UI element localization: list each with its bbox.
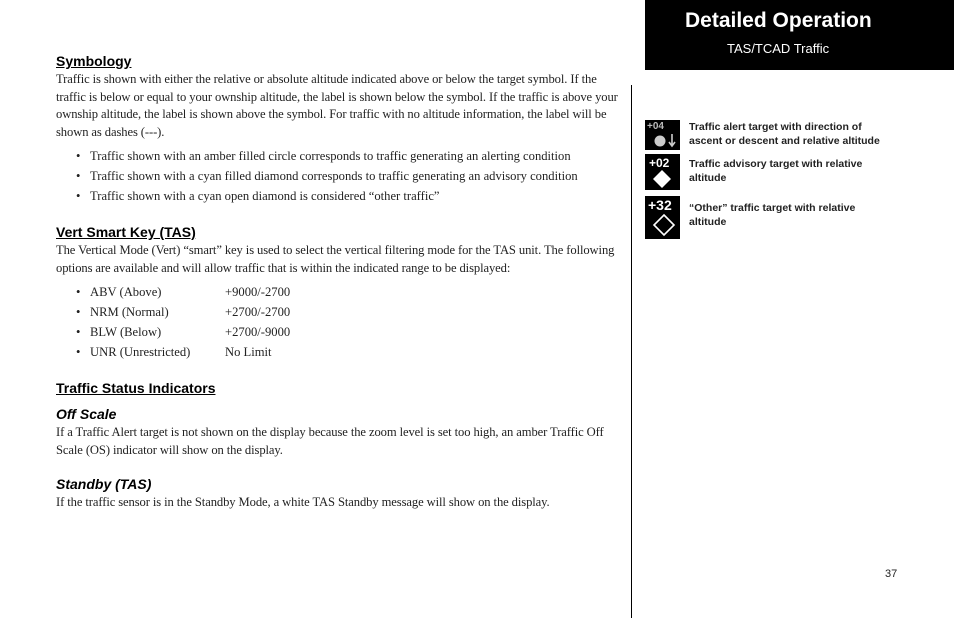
status-heading: Traffic Status Indicators	[56, 380, 216, 396]
list-item	[56, 342, 621, 362]
vert-options-list	[56, 282, 621, 362]
filled-diamond-icon	[645, 154, 680, 190]
page-header	[645, 0, 954, 70]
alert-symbol	[645, 120, 680, 150]
advisory-symbol	[645, 154, 680, 190]
option-range: +2700/-9000	[225, 325, 291, 339]
option-name: UNR (Unrestricted)	[90, 345, 191, 359]
list-item	[56, 322, 621, 342]
standby-heading: Standby (TAS)	[56, 476, 152, 492]
other-caption: “Other” traffic target with relative altitude	[689, 202, 856, 228]
option-range: No Limit	[225, 345, 272, 359]
standby-body: If the traffic sensor is in the Standby Mode, a white TAS Standby message will show on the display.	[56, 495, 550, 509]
option-name: ABV (Above)	[90, 285, 162, 299]
amber-circle-icon	[645, 120, 680, 150]
open-diamond-icon	[645, 196, 680, 239]
chapter-title: Detailed Operation	[685, 9, 872, 32]
offscale-body: If a Traffic Alert target is not shown on the display because the zoom level is set too high, an amber Traffic Off Scale (OS) indicator will show on the display.	[56, 425, 604, 457]
advisory-caption: Traffic advisory target with relative altitude	[689, 158, 863, 184]
option-name: BLW (Below)	[90, 325, 162, 339]
option-name: NRM (Normal)	[90, 305, 169, 319]
alert-caption: Traffic alert target with direction of ascent or descent and relative altitude	[689, 121, 880, 147]
list-item	[56, 302, 621, 322]
page-number: 37	[885, 568, 898, 580]
option-range: +2700/-2700	[225, 305, 291, 319]
symbology-list	[56, 146, 621, 206]
symbology-heading: Symbology	[56, 53, 132, 69]
main-column	[56, 53, 621, 512]
section-subtitle: TAS/TCAD Traffic	[727, 41, 830, 56]
altitude-label: +04	[647, 121, 664, 132]
option-range: +9000/-2700	[225, 285, 291, 299]
vert-heading: Vert Smart Key (TAS)	[56, 224, 196, 240]
list-item: • Traffic shown with a cyan filled diamond corresponds to traffic generating an advisory condition	[56, 166, 621, 186]
column-divider	[631, 85, 632, 618]
symbology-body: Traffic is shown with either the relative or absolute altitude indicated above or below the target symbol. If the traffic is below or equal to your ownship altitude, the label is shown below the symbol. If the traffic is above your ownship altitude, the label is shown above the symbol. For traffic with no altitude information, the label will be shown as dashes (---).	[56, 72, 618, 139]
other-symbol	[645, 196, 680, 239]
list-item: • Traffic shown with a cyan open diamond is considered “other traffic”	[56, 186, 621, 206]
list-item	[56, 282, 621, 302]
vert-body: The Vertical Mode (Vert) “smart” key is used to select the vertical filtering mode for the TAS unit. The following options are available and will allow traffic that is within the indicated range to be displayed:	[56, 243, 615, 275]
offscale-heading: Off Scale	[56, 406, 117, 422]
altitude-label: +32	[648, 197, 672, 213]
list-item: • Traffic shown with an amber filled circle corresponds to traffic generating an alerting condition	[56, 146, 621, 166]
altitude-label: +02	[649, 156, 670, 170]
